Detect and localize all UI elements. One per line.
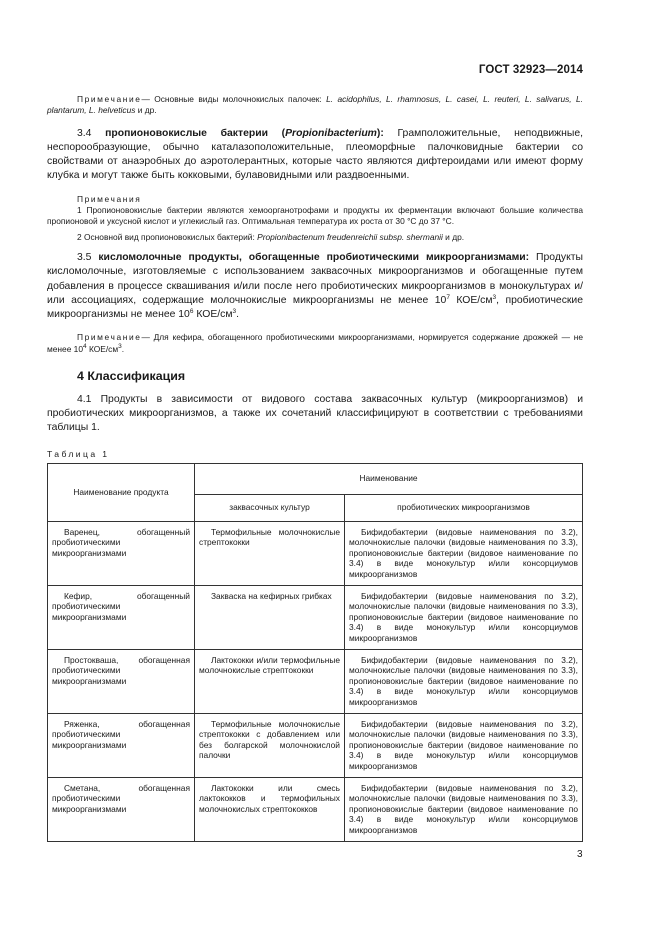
cell-product: Сметана, обогащенная пробиотическими микроорганизмами: [48, 777, 195, 841]
term: кисломолочные продукты, обогащенные пробиотическими микроорганизмами:: [98, 252, 530, 264]
document-code: ГОСТ 32923—2014: [478, 64, 583, 76]
cell-probiotic: Бифидобактерии (видовые наименования по 3.2), молочнокислые палочки (видовые наименования по 3.3), пропионовокислые бактерии (видовое наименование по 3.4) в виде монокультур и/или консорциумов микроорганизмов: [345, 777, 583, 841]
note-item-1: 1 Пропионовокислые бактерии являются хемоорганотрофами и продукты их ферментации включают большие количества пропионовой и уксусной кислот и углекислый газ. Оптимальная температура их роста от 30 °С до 37 °С.: [47, 205, 583, 227]
note-label: Примечание: [77, 94, 142, 104]
table-row: [48, 585, 583, 649]
note-tail: и др.: [135, 105, 157, 116]
note-item-2: 2 Основной вид пропионовокислых бактерий: Propionibactenum freudenreichii subsp. shermanii и др.: [77, 231, 465, 242]
cell-probiotic: Бифидобактерии (видовые наименования по 3.2), молочнокислые палочки (видовые наименования по 3.3), пропионовокислые бактерии (видовое наименование по 3.4) в виде монокультур и/или консорциумов микроорганизмов: [345, 649, 583, 713]
note-lead: — Основные виды молочнокислых палочек:: [141, 94, 327, 104]
cell-product: Простокваша, обогащенная пробиотическими микроорганизмами: [48, 649, 195, 713]
note-main-lactobacilli: [47, 94, 583, 117]
term: пропионовокислые бактерии (Propionibacterium):: [105, 127, 384, 139]
section-heading-classification: 4 Классификация: [77, 369, 186, 384]
note-species: L. acidophilus, L. rhamnosus, L. casei, L. reuteri, L. salivarus, L. plantarum, L. helveticus: [47, 94, 583, 116]
note-kefir-yeast: Примечание— Для кефира, обогащенного пробиотическими микроорганизмами, нормируется содержание дрожжей — не менее $10^4$ КОЕ/$см^3$.: [47, 332, 583, 354]
note-label: Примечание: [77, 332, 142, 343]
header-starter-cultures: заквасочных культур: [195, 494, 345, 521]
cell-starter: Лактококки или смесь лактококков и термофильных молочнокислых стрептококков: [195, 777, 345, 841]
cell-starter: Лактококки и/или термофильные молочнокислые стрептококки: [195, 649, 345, 713]
table-header-row: [48, 463, 583, 494]
cell-probiotic: Бифидобактерии (видовые наименования по 3.2), молочнокислые палочки (видовые наименования по 3.3), пропионовокислые бактерии (видовое наименование по 3.4) в виде монокультур и/или консорциумов микроорганизмов: [345, 713, 583, 777]
page-number: 3: [577, 849, 583, 860]
cell-product: Ряженка, обогащенная пробиотическими микроорганизмами: [48, 713, 195, 777]
table-row: [48, 777, 583, 841]
definition-3-4: [47, 127, 583, 184]
table-row: [48, 649, 583, 713]
page-content: [47, 94, 583, 842]
table-row: [48, 521, 583, 585]
definition-3-5: 3.5 кисломолочные продукты, обогащенные пробиотическими микроорганизмами: Продукты кисломолочные, изготовляемые с использованием заквасочных микроорганизмов и обогащенные путем добавления в процессе сквашивания и/или после него пробиотических микроорганизмов в монокультурах и/или ассоциациях, содержащие молочнокислые микроорганизмы не менее $10^7$ КОЕ/$см^3$, пробиотические микроорганизмы не менее $10^6$ КОЕ/$см^3$.: [47, 252, 584, 321]
clause-number: 3.5: [77, 252, 92, 264]
cell-product: Варенец, обогащенный пробиотическими микроорганизмами: [48, 521, 195, 585]
clause-number: 3.4: [77, 127, 92, 139]
header-probiotic: пробиотических микроорганизмов: [345, 494, 583, 521]
header-product: Наименование продукта: [48, 463, 195, 521]
cell-starter: Термофильные молочнокислые стрептококки с добавлением или без болгарской молочнокислой палочки: [195, 713, 345, 777]
cell-starter: Термофильные молочнокислые стрептококки: [195, 521, 345, 585]
cell-probiotic: Бифидобактерии (видовые наименования по 3.2), молочнокислые палочки (видовые наименования по 3.3), пропионовокислые бактерии (видовое наименование по 3.4) в виде монокультур и/или консорциумов микроорганизмов: [345, 521, 583, 585]
cell-starter: Закваска на кефирных грибках: [195, 585, 345, 649]
cell-product: Кефир, обогащенный пробиотическими микроорганизмами: [48, 585, 195, 649]
cell-probiotic: Бифидобактерии (видовые наименования по 3.2), молочнокислые палочки (видовые наименования по 3.3), пропионовокислые бактерии (видовое наименование по 3.4) в виде монокультур и/или консорциумов микроорганизмов: [345, 585, 583, 649]
table-caption: Таблица 1: [47, 448, 110, 459]
table-row: [48, 713, 583, 777]
definition-text: Грамположительные, неподвижные, неспорообразующие, обычно каталазоположительные, плеоморфные палочковидные бактерии со свойствами от анаэробных до аэротолерантных, которые часто являются дифтероидами или имеют форму клубка и могут также быть кокковыми, булавовидными или раздвоенными.: [47, 127, 584, 182]
paragraph-4-1: 4.1 Продукты в зависимости от видового состава заквасочных культур (микроорганизмов) и пробиотических микроорганизмов, а также их сочетаний классифицируют в соответствии с требованиями таблицы 1.: [47, 394, 583, 434]
notes-label: Примечания: [77, 193, 142, 204]
classification-table: [47, 463, 583, 842]
header-name: Наименование: [195, 463, 583, 494]
